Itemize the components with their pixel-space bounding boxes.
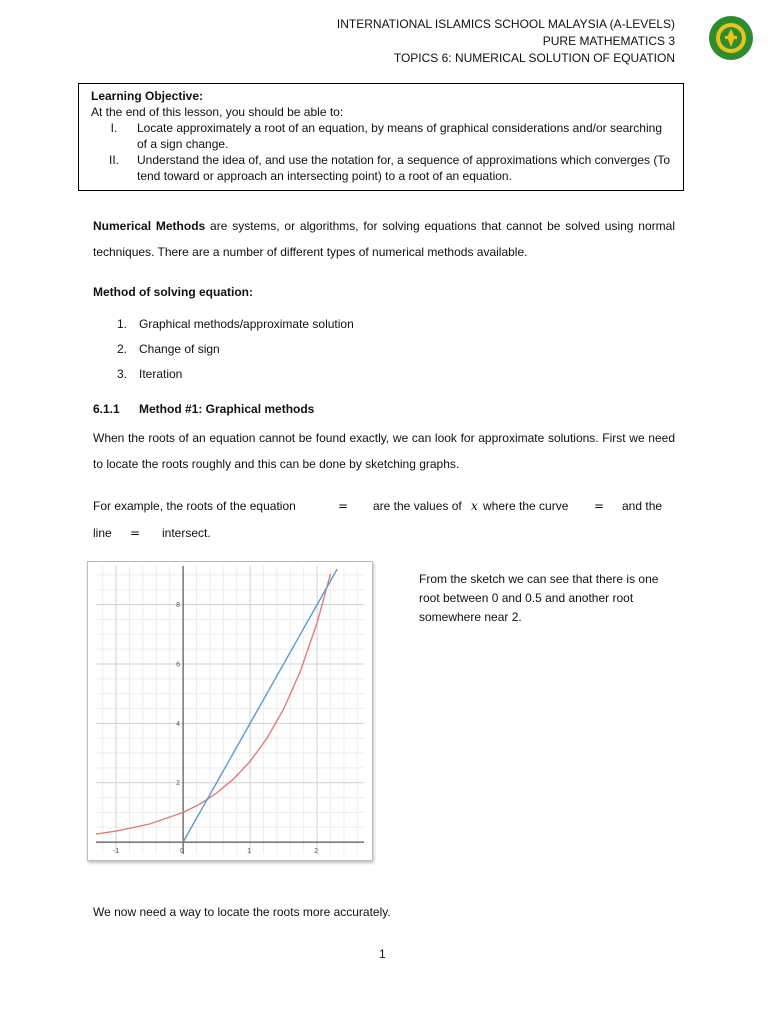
example-line-2 xyxy=(93,525,293,541)
list-item-number: 1. xyxy=(117,317,128,331)
objective-item xyxy=(91,152,671,184)
y-tick-label: 4 xyxy=(176,720,181,728)
objective-number: I. xyxy=(110,121,118,135)
x-tick-label: 2 xyxy=(314,848,319,856)
learning-objective-box xyxy=(78,83,684,191)
objective-text: Locate approximately a root of an equation, by means of graphical considerations and/or searching of a sign change. xyxy=(137,121,662,151)
section-number: 6.1.1 xyxy=(93,402,120,416)
x-tick-label: 0 xyxy=(180,848,185,856)
closing-sentence: We now need a way to locate the roots more accurately. xyxy=(93,905,391,919)
equals-sign: = xyxy=(130,526,141,540)
example-text: For example, the roots of the equation xyxy=(93,499,296,513)
example-text: line xyxy=(93,526,112,540)
line-series xyxy=(183,569,337,842)
graph-frame xyxy=(87,561,373,861)
y-tick-label: 8 xyxy=(176,602,181,610)
methods-list xyxy=(93,312,354,387)
topic-name: TOPICS 6: NUMERICAL SOLUTION OF EQUATION xyxy=(393,51,675,65)
list-item xyxy=(93,362,354,387)
section-paragraph: When the roots of an equation cannot be found exactly, we can look for approximate solutions. First we need to locate the roots roughly and this can be done by sketching graphs. xyxy=(93,431,675,471)
school-name: INTERNATIONAL ISLAMICS SCHOOL MALAYSIA (A-LEVELS) xyxy=(336,17,675,31)
list-item-text: Graphical methods/approximate solution xyxy=(139,317,354,331)
numerical-methods-term: Numerical Methods xyxy=(93,219,206,233)
example-line-1 xyxy=(93,498,693,514)
graph-observation: From the sketch we can see that there is one root between 0 and 0.5 and another root somewhere near 2. xyxy=(419,572,659,624)
document-header xyxy=(337,16,675,67)
x-tick-label: -1 xyxy=(113,848,120,856)
numerical-methods-text: are systems, or algorithms, for solving equations that cannot be solved using normal techniques. There are a number of different types of numerical methods available. xyxy=(93,219,675,259)
objective-number: II. xyxy=(108,153,119,167)
methods-heading: Method of solving equation: xyxy=(93,285,253,299)
list-item-number: 3. xyxy=(117,367,128,381)
school-crest-icon xyxy=(708,15,754,61)
list-item-number: 2. xyxy=(117,342,128,356)
learning-objective-intro: At the end of this lesson, you should be able to: xyxy=(91,105,344,119)
example-text: and the xyxy=(622,499,663,513)
list-item-text: Change of sign xyxy=(139,342,220,356)
equals-sign: = xyxy=(338,499,349,513)
numerical-methods-paragraph xyxy=(93,213,675,265)
y-tick-label: 2 xyxy=(176,780,181,788)
section-heading xyxy=(93,402,314,416)
page-number: 1 xyxy=(379,947,386,961)
variable-x: x xyxy=(471,499,478,513)
list-item xyxy=(93,337,354,362)
example-text: are the values of xyxy=(373,499,462,513)
y-tick-label: 6 xyxy=(176,661,181,669)
list-item xyxy=(93,312,354,337)
graph-svg xyxy=(88,562,372,860)
example-text: intersect. xyxy=(162,526,211,540)
list-item-text: Iteration xyxy=(139,367,183,381)
objective-item xyxy=(91,120,671,152)
curve-series xyxy=(96,574,331,834)
x-tick-label: 1 xyxy=(247,848,252,856)
section-title: Method #1: Graphical methods xyxy=(139,402,315,416)
objective-text: Understand the idea of, and use the notation for, a sequence of approximations which converges (To tend toward or approach an intersecting point) to a root of an equation. xyxy=(137,153,671,183)
subject-name: PURE MATHEMATICS 3 xyxy=(542,34,675,48)
learning-objective-title: Learning Objective: xyxy=(91,89,204,103)
equals-sign: = xyxy=(594,499,605,513)
example-text: where the curve xyxy=(483,499,569,513)
